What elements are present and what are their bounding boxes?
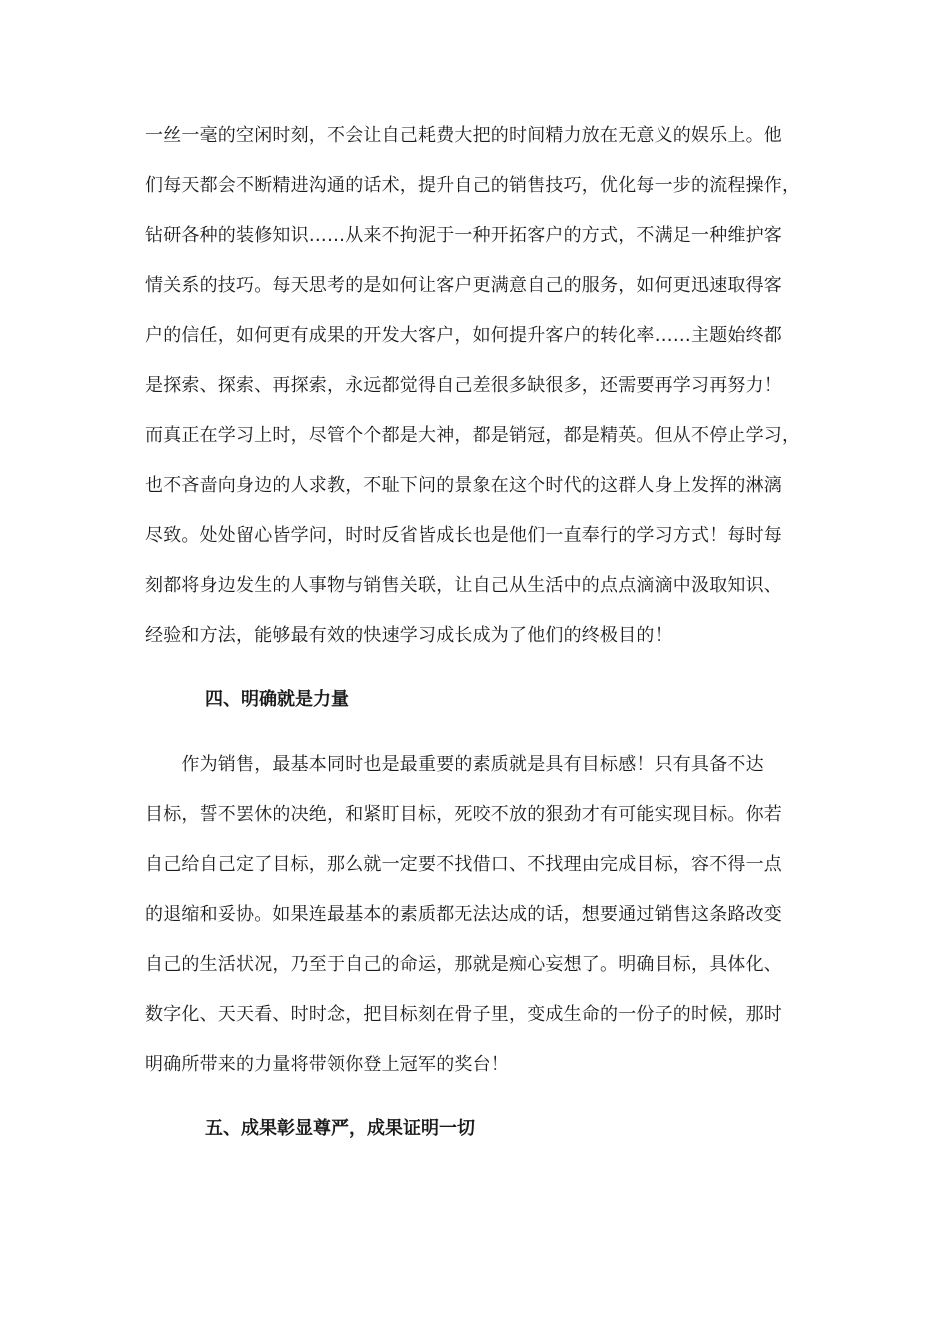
text-line: 是探索、探索、再探索，永远都觉得自己差很多缺很多，还需要再学习再努力！ — [145, 375, 782, 396]
text-line: 自己的生活状况，乃至于自己的命运，那就是痴心妄想了。明确目标，具体化、 — [145, 954, 782, 975]
text-line: 钻研各种的装修知识……从来不拘泥于一种开拓客户的方式，不满足一种维护客 — [145, 225, 782, 246]
section-heading-5: 五、成果彰显尊严，成果证明一切 — [205, 1118, 475, 1139]
text-line: 刻都将身边发生的人事物与销售关联，让自己从生活中的点点滴滴中汲取知识、 — [145, 575, 782, 596]
text-line: 们每天都会不断精进沟通的话术，提升自己的销售技巧，优化每一步的流程操作， — [145, 175, 801, 196]
text-line: 的退缩和妥协。如果连最基本的素质都无法达成的话，想要通过销售这条路改变 — [145, 904, 782, 925]
text-line: 作为销售，最基本同时也是最重要的素质就是具有目标感！只有具备不达 — [145, 754, 764, 775]
text-line: 情关系的技巧。每天思考的是如何让客户更满意自己的服务，如何更迅速取得客 — [145, 275, 782, 296]
text-line: 尽致。处处留心皆学问，时时反省皆成长也是他们一直奉行的学习方式！每时每 — [145, 525, 782, 546]
text-line: 户的信任，如何更有成果的开发大客户，如何提升客户的转化率……主题始终都 — [145, 325, 782, 346]
text-line: 数字化、天天看、时时念，把目标刻在骨子里，变成生命的一份子的时候，那时 — [145, 1004, 782, 1025]
text-line: 而真正在学习上时，尽管个个都是大神，都是销冠，都是精英。但从不停止学习， — [145, 425, 801, 446]
text-line: 自己给自己定了目标，那么就一定要不找借口、不找理由完成目标，容不得一点 — [145, 854, 782, 875]
text-line: 也不吝啬向身边的人求教，不耻下问的景象在这个时代的这群人身上发挥的淋漓 — [145, 475, 782, 496]
text-line: 明确所带来的力量将带领你登上冠军的奖台！ — [145, 1054, 509, 1075]
text-line: 目标，誓不罢休的决绝，和紧盯目标，死咬不放的狠劲才有可能实现目标。你若 — [145, 804, 782, 825]
text-line: 经验和方法，能够最有效的快速学习成长成为了他们的终极目的！ — [145, 625, 673, 646]
text-line: 一丝一毫的空闲时刻，不会让自己耗费大把的时间精力放在无意义的娱乐上。他 — [145, 125, 782, 146]
section-heading-4: 四、明确就是力量 — [205, 689, 349, 710]
